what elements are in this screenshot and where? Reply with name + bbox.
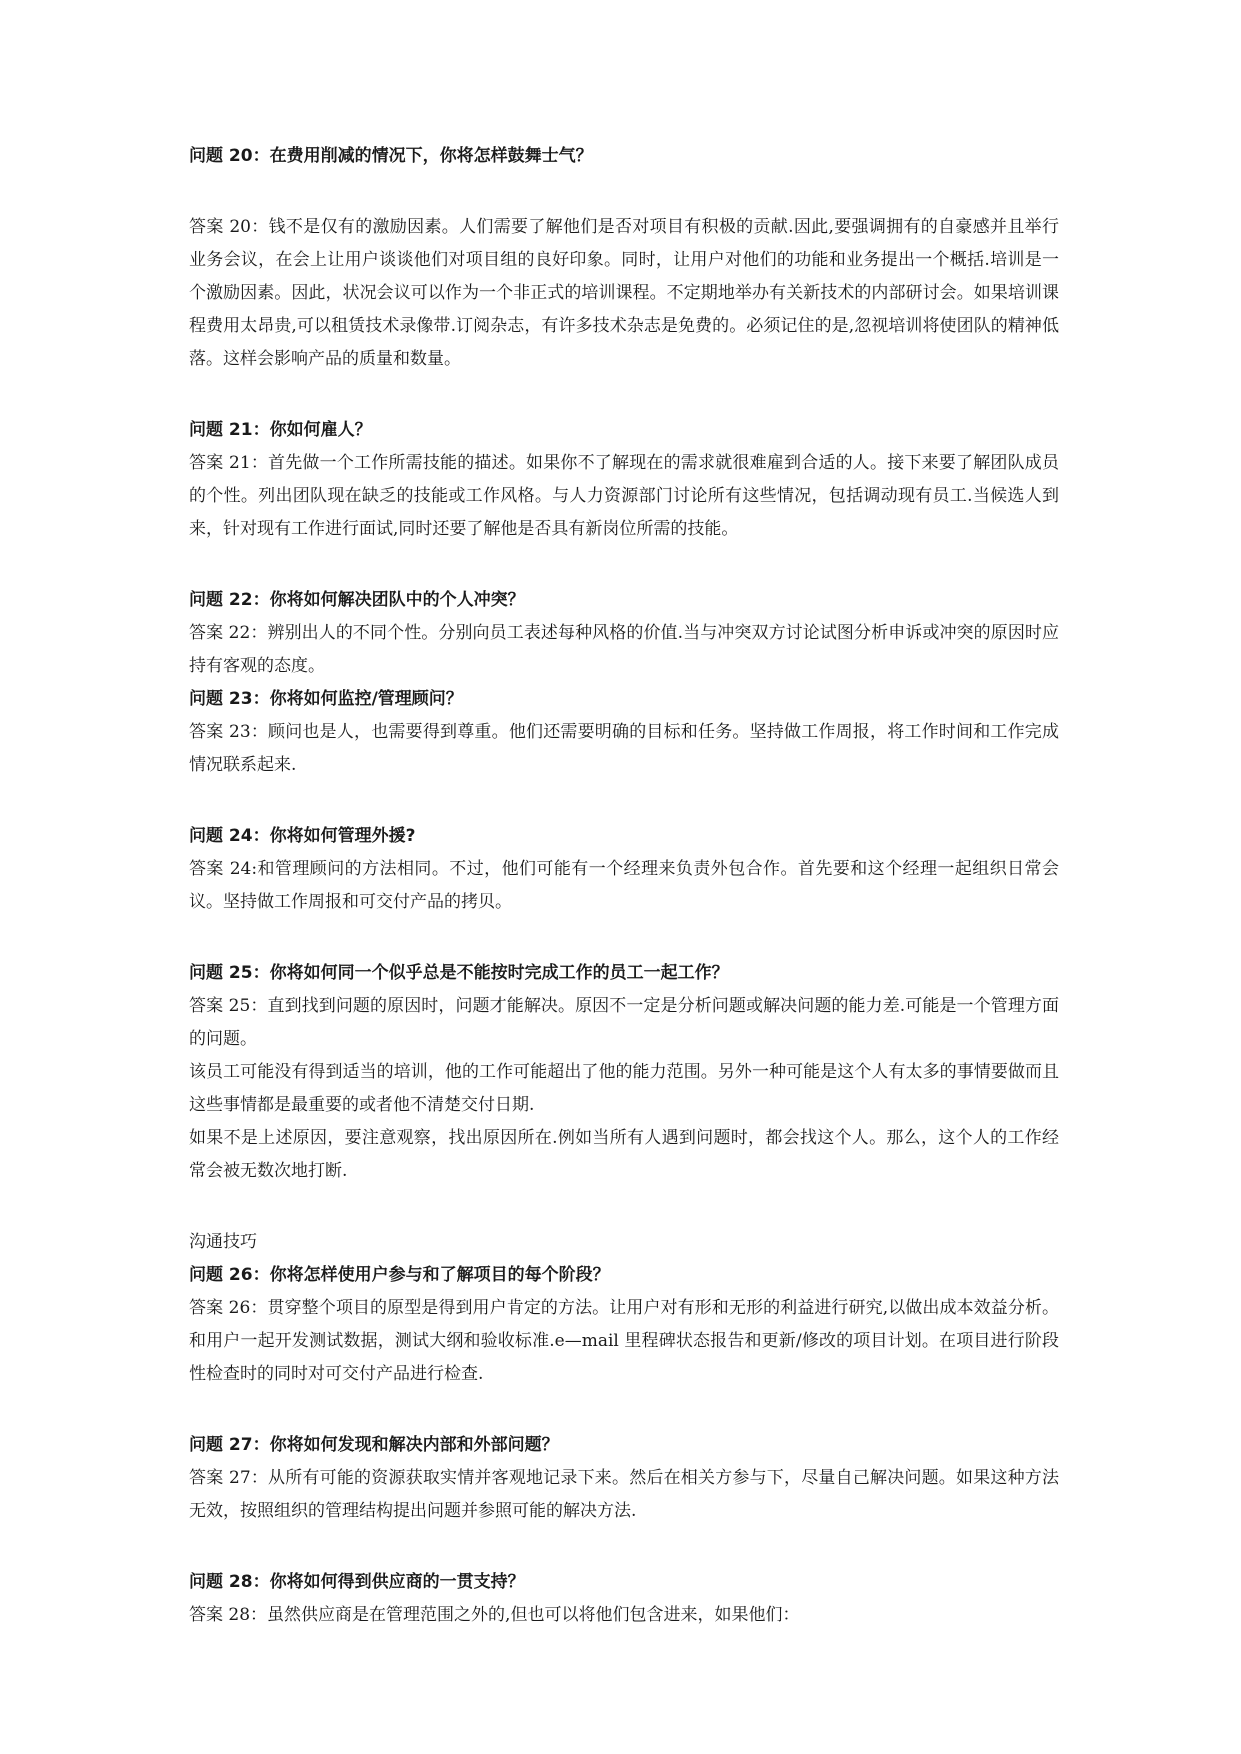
question-25: 问题 25：你将如何同一个似乎总是不能按时完成工作的员工一起工作？	[189, 963, 729, 983]
question-28: 问题 28：你将如何得到供应商的一贯支持？	[189, 1572, 525, 1592]
answer-25-part-1: 答案 25：直到找到问题的原因时，问题才能解决。原因不一定是分析问题或解决问题的能力差.可能是一个管理方面的问题。	[189, 996, 1059, 1049]
answer-27: 答案 27：从所有可能的资源获取实情并客观地记录下来。然后在相关方参与下，尽量自己解决问题。如果这种方法无效，按照组织的管理结构提出问题并参照可能的解决方法.	[189, 1468, 1059, 1521]
section-title: 沟通技巧	[189, 1232, 257, 1252]
answer-25-part-2: 该员工可能没有得到适当的培训，他的工作可能超出了他的能力范围。另外一种可能是这个人有太多的事情要做而且这些事情都是最重要的或者他不清楚交付日期.	[189, 1062, 1059, 1115]
question-27: 问题 27：你将如何发现和解决内部和外部问题？	[189, 1435, 559, 1455]
question-24: 问题 24：你将如何管理外援?	[189, 826, 416, 846]
document-page	[189, 140, 1059, 1632]
question-21: 问题 21：你如何雇人？	[189, 420, 372, 440]
answer-20: 答案 20：钱不是仅有的激励因素。人们需要了解他们是否对项目有积极的贡献.因此,要强调拥有的自豪感并且举行业务会议，在会上让用户谈谈他们对项目组的良好印象。同时，让用户对他们的功能和业务提出一个概括.培训是一个激励因素。因此，状况会议可以作为一个非正式的培训课程。不定期地举办有关新技术的内部研讨会。如果培训课程费用太昂贵,可以租赁技术录像带.订阅杂志，有许多技术杂志是免费的。必须记住的是,忽视培训将使团队的精神低落。这样会影响产品的质量和数量。	[189, 217, 1059, 369]
answer-23: 答案 23：顾问也是人，也需要得到尊重。他们还需要明确的目标和任务。坚持做工作周报，将工作时间和工作完成情况联系起来.	[189, 722, 1059, 775]
answer-26: 答案 26：贯穿整个项目的原型是得到用户肯定的方法。让用户对有形和无形的利益进行研究,以做出成本效益分析。和用户一起开发测试数据，测试大纲和验收标准.e—mail 里程碑状态报告和更新/修改的项目计划。在项目进行阶段性检查时的同时对可交付产品进行检查.	[189, 1298, 1059, 1384]
answer-25-part-3: 如果不是上述原因，要注意观察，找出原因所在.例如当所有人遇到问题时，都会找这个人。那么，这个人的工作经常会被无数次地打断.	[189, 1128, 1059, 1181]
question-23: 问题 23：你将如何监控/管理顾问？	[189, 689, 463, 709]
answer-21: 答案 21：首先做一个工作所需技能的描述。如果你不了解现在的需求就很难雇到合适的人。接下来要了解团队成员的个性。列出团队现在缺乏的技能或工作风格。与人力资源部门讨论所有这些情况，包括调动现有员工.当候选人到来，针对现有工作进行面试,同时还要了解他是否具有新岗位所需的技能。	[189, 453, 1059, 539]
answer-28: 答案 28：虽然供应商是在管理范围之外的,但也可以将他们包含进来，如果他们：	[189, 1605, 800, 1625]
answer-24: 答案 24:和管理顾问的方法相同。不过，他们可能有一个经理来负责外包合作。首先要和这个经理一起组织日常会议。坚持做工作周报和可交付产品的拷贝。	[189, 859, 1059, 912]
answer-22: 答案 22：辨别出人的不同个性。分别向员工表述每种风格的价值.当与冲突双方讨论试图分析申诉或冲突的原因时应持有客观的态度。	[189, 623, 1059, 676]
question-20: 问题 20：在费用削减的情况下，你将怎样鼓舞士气？	[189, 146, 593, 166]
question-26: 问题 26：你将怎样使用户参与和了解项目的每个阶段？	[189, 1265, 610, 1285]
question-22: 问题 22：你将如何解决团队中的个人冲突？	[189, 590, 525, 610]
